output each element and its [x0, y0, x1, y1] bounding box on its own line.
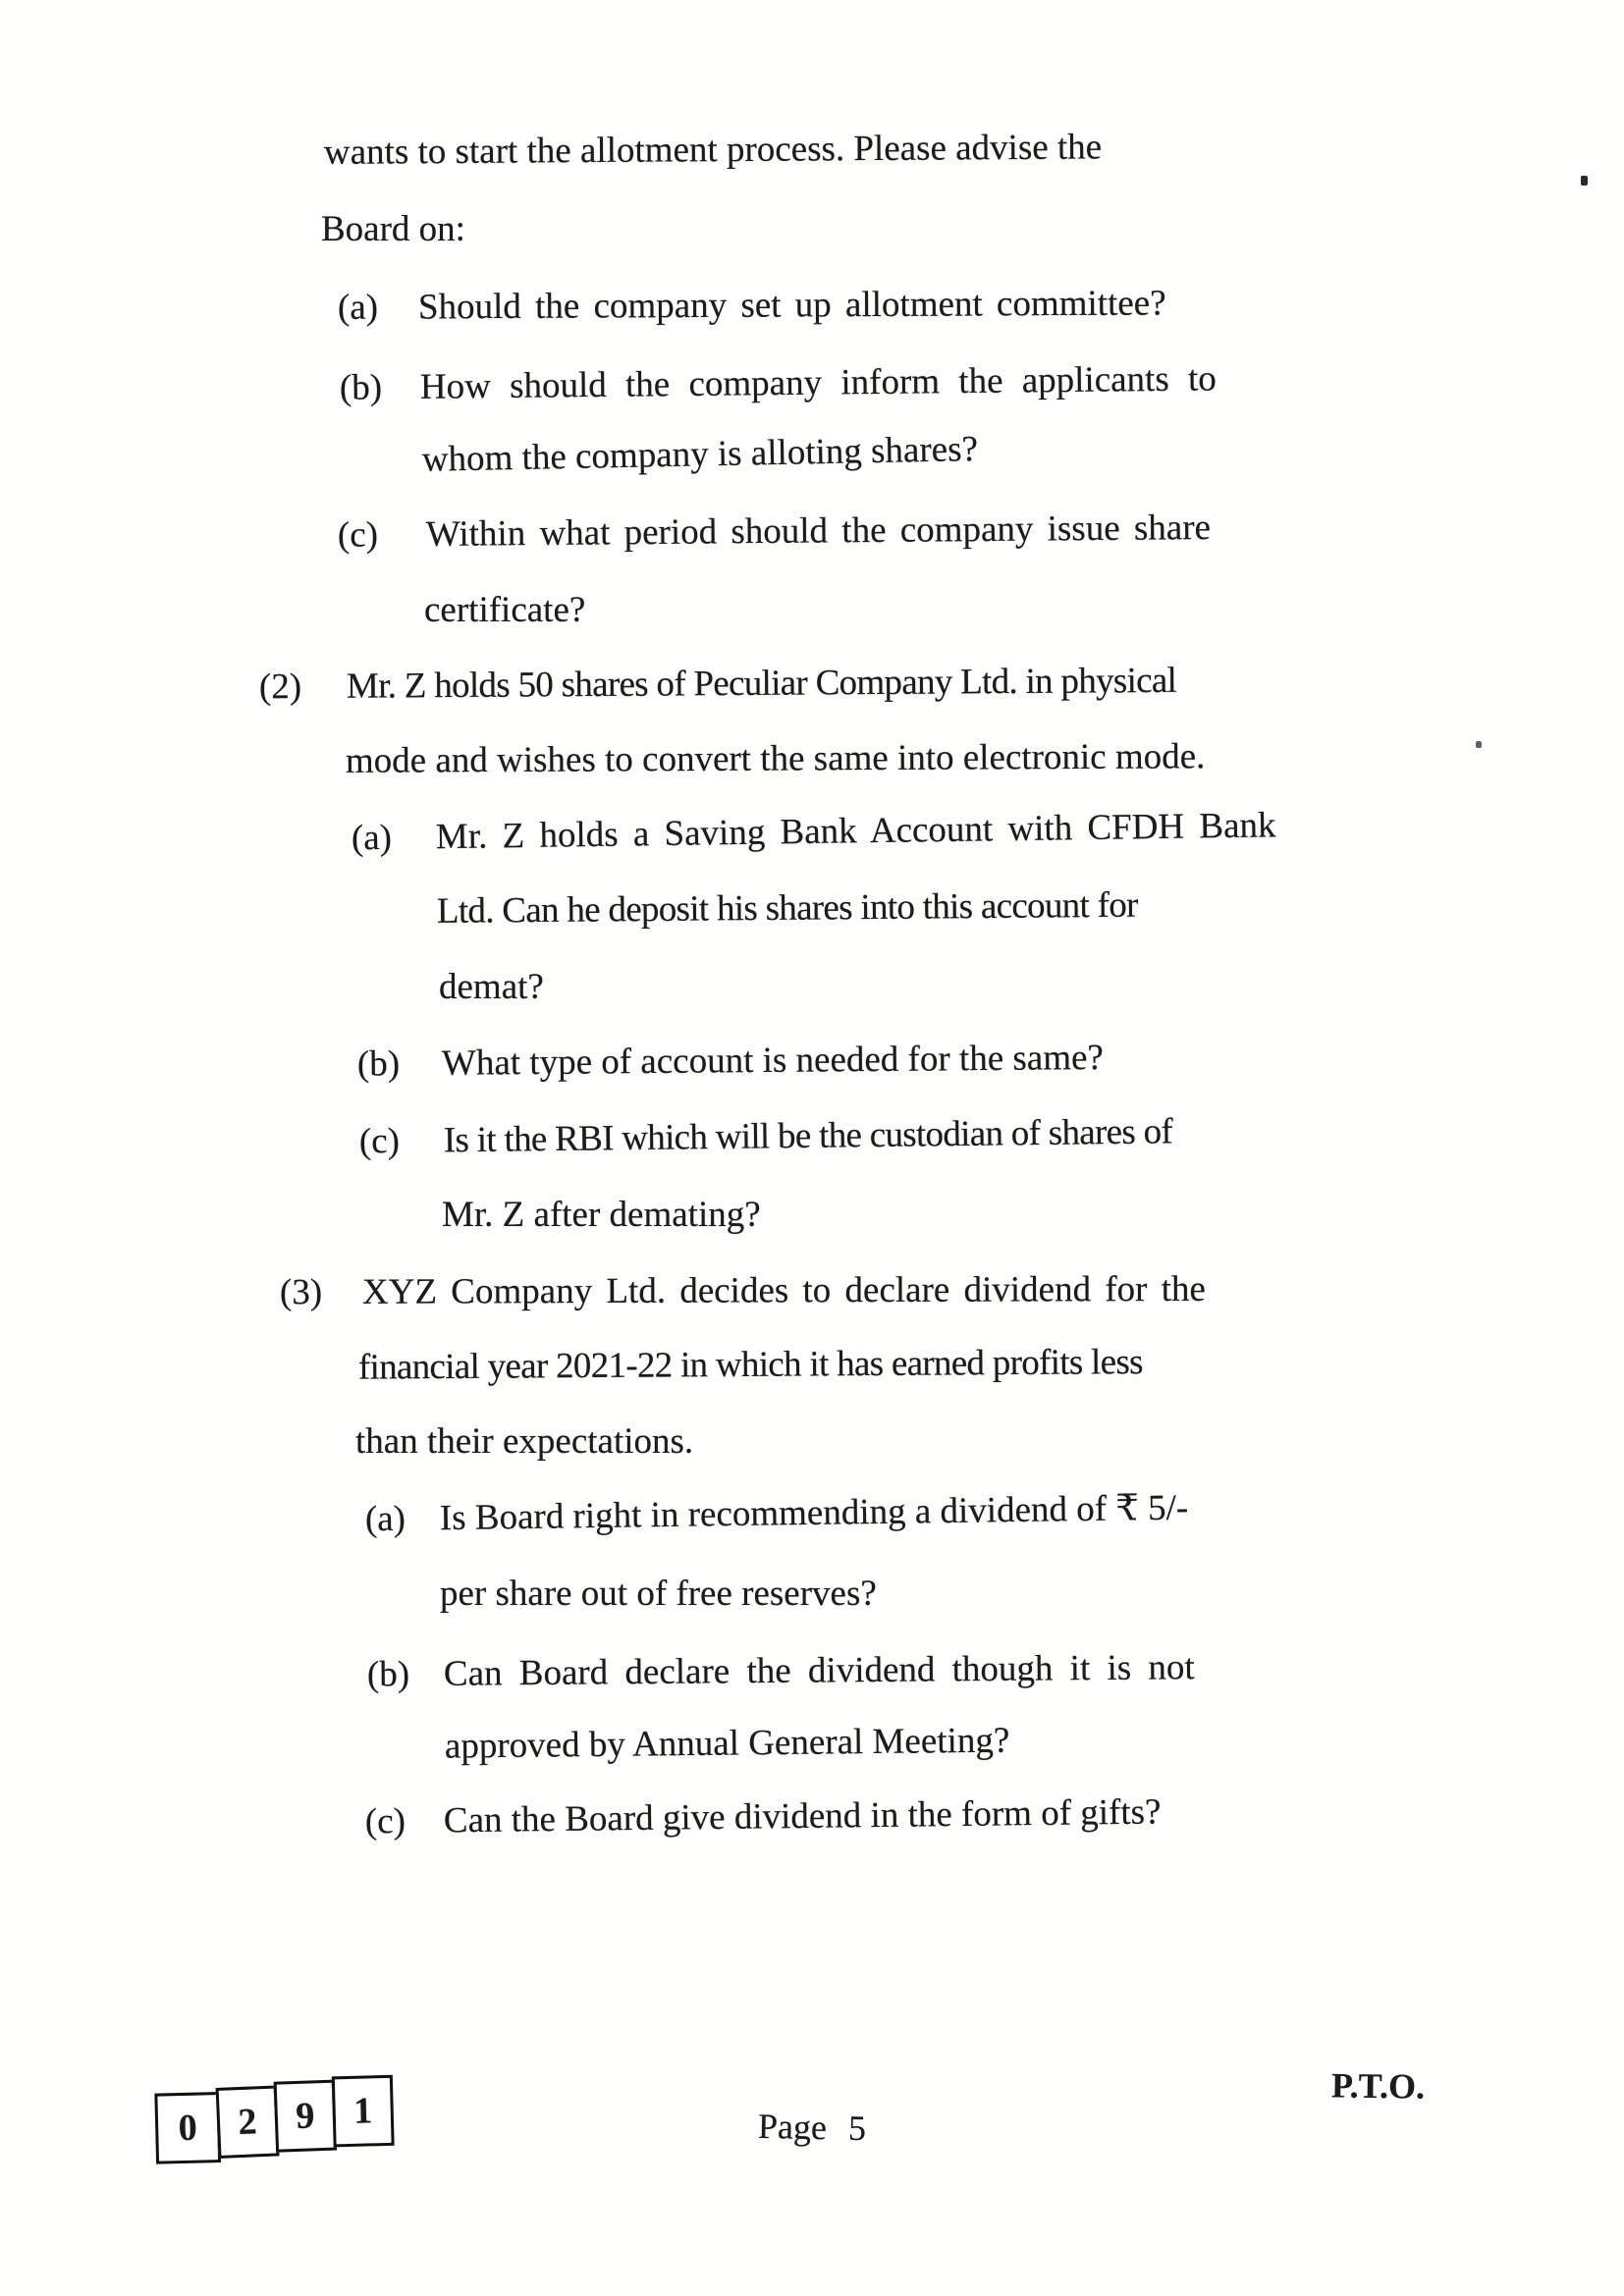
- item-text: What type of account is needed for the same?: [441, 1037, 1105, 1084]
- list-item-line: [0, 280, 1624, 344]
- question-text: Mr. Z holds 50 shares of Peculiar Company Ltd. in physical: [346, 660, 1177, 707]
- page-word: Page: [757, 2106, 828, 2148]
- question-marker: (2): [258, 667, 302, 708]
- list-item-line: [0, 353, 1624, 425]
- item-text: How should the company inform the applicants to: [419, 358, 1217, 407]
- item-text: Can the Board give dividend in the form of gifts?: [443, 1791, 1162, 1842]
- item-marker: (a): [364, 1498, 406, 1540]
- body-text: wants to start the allotment process. Please advise the: [323, 127, 1103, 173]
- item-text: Mr. Z after demating?: [442, 1195, 761, 1235]
- text-line: [0, 589, 1624, 644]
- question-text: mode and wishes to convert the same into electronic mode.: [345, 736, 1206, 781]
- item-marker: (a): [337, 287, 379, 328]
- pto-label: P.T.O.: [1330, 2065, 1426, 2107]
- item-marker: (a): [351, 817, 393, 859]
- code-digit-box: 2: [216, 2085, 280, 2159]
- list-item-line: [0, 799, 1624, 877]
- text-line: [0, 1713, 1624, 1785]
- item-text: demat?: [439, 967, 544, 1007]
- item-text: certificate?: [424, 590, 586, 630]
- question-text: financial year 2021-22 in which it has earned profits less: [357, 1342, 1143, 1388]
- question-line: [0, 657, 1624, 723]
- text-line: [0, 966, 1624, 1021]
- item-text: Is it the RBI which will be the custodian of shares of: [443, 1111, 1173, 1161]
- text-line: [0, 415, 1624, 502]
- scan-artifact-dot: [1581, 176, 1588, 186]
- list-item-line: [0, 1786, 1624, 1860]
- item-marker: (c): [358, 1120, 401, 1162]
- scan-artifact-dot: [1476, 741, 1482, 748]
- list-item-line: [0, 1032, 1624, 1100]
- item-text: per share out of free reserves?: [440, 1574, 877, 1614]
- item-text: Can Board declare the dividend though it is not: [443, 1647, 1195, 1694]
- text-line: [0, 1338, 1624, 1405]
- item-text: approved by Annual General Meeting?: [444, 1720, 1010, 1767]
- item-text: Ltd. Can he deposit his shares into this account for: [436, 884, 1138, 932]
- question-text: XYZ Company Ltd. decides to declare dividend for the: [361, 1268, 1206, 1312]
- text-line: [0, 123, 1624, 189]
- code-digit-box: 0: [154, 2092, 221, 2164]
- text-line: [0, 733, 1624, 797]
- item-text: Should the company set up allotment committee?: [417, 283, 1166, 328]
- item-text: Mr. Z holds a Saving Bank Account with CFDH Bank: [435, 805, 1276, 858]
- item-marker: (c): [364, 1800, 406, 1842]
- text-line: [0, 1420, 1624, 1475]
- question-text: than their expectations.: [355, 1421, 694, 1462]
- item-marker: (b): [356, 1043, 401, 1085]
- code-digit-box: 1: [332, 2075, 395, 2148]
- code-digit-box: 9: [274, 2080, 337, 2153]
- list-item-line: [0, 1105, 1624, 1180]
- text-line: [0, 208, 1624, 263]
- list-item-line: [0, 1642, 1624, 1711]
- page-number-value: 5: [847, 2108, 867, 2149]
- item-text: Is Board right in recommending a dividend of ₹ 5/-: [439, 1487, 1189, 1539]
- body-text: Board on:: [321, 209, 465, 249]
- item-marker: (b): [366, 1654, 410, 1695]
- question-marker: (3): [279, 1271, 323, 1313]
- item-marker: (c): [337, 514, 379, 556]
- text-line: [0, 1573, 1624, 1628]
- text-line: [0, 880, 1624, 948]
- item-marker: (b): [339, 367, 383, 408]
- item-text: whom the company is alloting shares?: [421, 429, 979, 480]
- text-line: [0, 1194, 1624, 1249]
- list-item-line: [0, 1480, 1624, 1558]
- item-text: Within what period should the company issue share: [425, 507, 1212, 556]
- question-line: [0, 1266, 1624, 1327]
- list-item-line: [0, 503, 1624, 571]
